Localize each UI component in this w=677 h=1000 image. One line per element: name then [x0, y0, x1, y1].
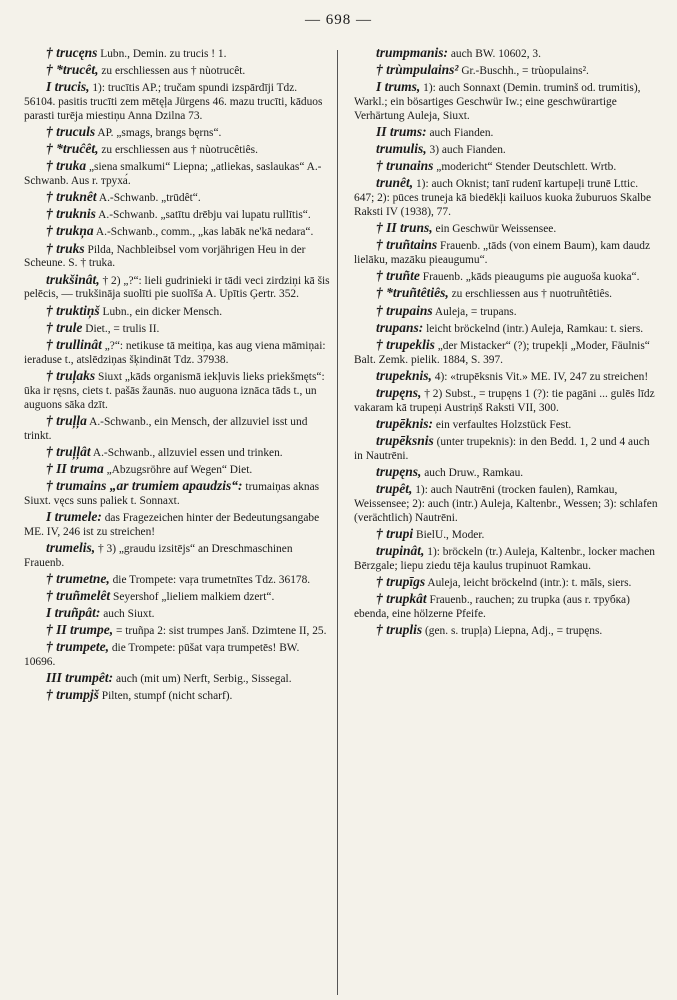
- dictionary-entry: [354, 482, 660, 526]
- dictionary-entry: [24, 462, 330, 478]
- entry-headword: † trule: [46, 319, 83, 335]
- entry-body: Pilten, stumpf (nicht scharf).: [98, 690, 233, 703]
- dictionary-entry: [354, 465, 660, 481]
- dictionary-entry: [354, 386, 660, 416]
- entry-headword: † II trumpe,: [46, 622, 114, 638]
- dictionary-entry: [24, 242, 330, 272]
- dictionary-entry: [354, 417, 660, 433]
- entry-body: = truñpa 2: sist trumpes Janš. Dzimtene II, 25.: [113, 625, 327, 638]
- dictionary-entry: [354, 221, 660, 237]
- entry-headword: † trumains „ar trumiem apaudzis“:: [46, 477, 243, 493]
- entry-headword: trumpmanis:: [376, 45, 449, 60]
- entry-body: auch Fianden.: [426, 127, 494, 140]
- entry-headword: † II truns,: [376, 220, 433, 236]
- right-column: [354, 46, 660, 640]
- entry-body: Gr.-Buschh., = trùopulains².: [458, 65, 589, 78]
- dictionary-entry: [354, 527, 660, 543]
- column-rule: [337, 50, 338, 995]
- entry-headword: † truñmelêt: [46, 587, 111, 603]
- entry-headword: † II truma: [46, 460, 104, 476]
- dictionary-entry: [24, 46, 330, 62]
- dictionary-entry: [24, 304, 330, 320]
- entry-headword: trumelis,: [46, 539, 96, 555]
- entry-headword: † truknêt: [46, 189, 97, 205]
- entry-headword: † *truĉêt,: [46, 141, 99, 157]
- dictionary-entry: [354, 575, 660, 591]
- entry-headword: trupēknis:: [376, 415, 434, 431]
- entry-headword: I trums,: [376, 79, 421, 95]
- entry-headword: † trullinât: [46, 336, 102, 352]
- entry-body: ein Geschwür Weissensee.: [432, 223, 557, 236]
- entry-headword: † trùmpulains²: [376, 62, 459, 78]
- dictionary-entry: [354, 46, 660, 62]
- entry-body: Siuxt „kāds organismā iekļuvis lieks priekšmęts“: ūka ir ręsns, ciets t. pašās žaunās. nuo auguona iznāca tāds t., un auguons sāka dzīt.: [24, 370, 325, 411]
- entry-headword: trupēksnis: [376, 432, 434, 448]
- entry-body: trumaiņas aknas Siuxt. vęcs suns paliek t. Sonnaxt.: [24, 480, 320, 507]
- dictionary-entry: [354, 125, 660, 141]
- entry-body: auch (mit um) Nerft, Serbig., Sissegal.: [113, 673, 292, 686]
- dictionary-entry: [354, 269, 660, 285]
- dictionary-entry: [24, 541, 330, 571]
- dictionary-entry: [24, 414, 330, 444]
- entry-body: † 2) Subst., = trupęns 1 (?): tie pagāni ... gulēs līdz vakaram kā trupeņi Austriņš Raksti VII, 300.: [354, 387, 655, 414]
- entry-body: Auleja, = trupans.: [432, 305, 517, 318]
- entry-body: Frauenb. „tāds (von einem Baum), kam daudz lielāku, mazāku pieaugumu“.: [354, 240, 651, 267]
- entry-headword: † truknis: [46, 206, 96, 222]
- dictionary-entry: [24, 479, 330, 509]
- entry-headword: trumulis,: [376, 141, 427, 157]
- dictionary-entry: [24, 142, 330, 158]
- dictionary-entry: [24, 510, 330, 540]
- entry-body: Auleja, leicht bröckelnd (intr.): t. māls, siers.: [425, 577, 632, 590]
- entry-headword: † trupains: [376, 302, 433, 318]
- entry-headword: trukšinât,: [46, 271, 100, 287]
- dictionary-entry: [354, 338, 660, 368]
- dictionary-entry: [354, 321, 660, 337]
- entry-body: die Trompete: pūšat vaŗa trumpetēs! BW. 10696.: [24, 642, 300, 669]
- dictionary-entry: [354, 434, 660, 464]
- entry-headword: trupans:: [376, 319, 424, 335]
- dictionary-entry: [354, 176, 660, 220]
- entry-body: (gen. s. trupļa) Liepna, Adj., = trupęns.: [422, 625, 603, 638]
- entry-body: † 3) „graudu izsitējs“ an Dreschmaschinen Frauenb.: [24, 542, 293, 569]
- entry-body: 1): auch Nautrēni (trocken faulen), Ramkau, Weissensee; 2): auch (intr.) Auleja, Kaltenbr., Wessen; 3): schlafen (verächtlich) Nautrēni.: [354, 484, 658, 524]
- entry-body: ein verfaultes Holzstück Fest.: [433, 418, 572, 431]
- entry-body: Frauenb. „kāds pieaugums pie auguoša kuoka“.: [419, 271, 640, 284]
- entry-headword: † trucęns: [46, 45, 98, 60]
- entry-headword: † *trucêt,: [46, 62, 99, 78]
- entry-body: das Fragezeichen hinter der Bedeutungsangabe ME. IV, 246 ist zu streichen!: [24, 511, 320, 538]
- dictionary-entry: [24, 273, 330, 303]
- entry-body: leicht bröckelnd (intr.) Auleja, Ramkau: t. siers.: [423, 322, 644, 335]
- entry-body: AP. „smags, brangs bęrns“.: [95, 127, 222, 140]
- entry-headword: † trunains: [376, 158, 434, 174]
- entry-body: 3) auch Fianden.: [426, 144, 506, 157]
- entry-headword: † trumetne,: [46, 570, 110, 586]
- dictionary-entry: [24, 445, 330, 461]
- dictionary-entry: [354, 286, 660, 302]
- dictionary-entry: [24, 159, 330, 189]
- entry-headword: † trupkât: [376, 591, 427, 607]
- entry-body: Pilda, Nachbleibsel vom vorjährigen Heu in der Scheune. S. † truka.: [24, 243, 306, 270]
- entry-headword: † truka: [46, 158, 87, 174]
- entry-body: zu erschliessen aus † nuotruñtêtiês.: [448, 288, 612, 301]
- dictionary-entry: [24, 369, 330, 413]
- entry-headword: † truktiņš: [46, 302, 100, 318]
- entry-body: A.-Schwanb. „trūdêt“.: [96, 192, 201, 205]
- dictionary-entry: [354, 159, 660, 175]
- entry-body: 1): trucītis AP.; tručam spundi izspārdīji Tdz. 56104. pasitis trucīti zem mētęļa Jürgens 46. mazu trucīti, kāduos parasti turēja miestiņu Anna Dzilna 73.: [24, 82, 323, 122]
- entry-headword: † truplis: [376, 622, 423, 638]
- entry-headword: † truñte: [376, 268, 420, 284]
- dictionary-entry: [354, 623, 660, 639]
- dictionary-entry: [354, 592, 660, 622]
- dictionary-entry: [24, 224, 330, 240]
- dictionary-entry: [24, 572, 330, 588]
- dictionary-entry: [24, 640, 330, 670]
- dictionary-entry: [24, 671, 330, 687]
- dictionary-entry: [24, 688, 330, 704]
- entry-headword: † trumpjš: [46, 687, 99, 703]
- dictionary-entry: [24, 606, 330, 622]
- entry-body: auch BW. 10602, 3.: [448, 48, 541, 60]
- entry-body: auch Siuxt.: [100, 608, 155, 621]
- dictionary-entry: [24, 190, 330, 206]
- entry-body: Frauenb., rauchen; zu trupka (aus r. трубка) ebenda, eine hölzerne Pfeife.: [354, 594, 630, 621]
- entry-headword: trupêt,: [376, 481, 413, 497]
- entry-body: „?“: netikuse tā meitiņa, kas aug viena māmiņai: ieraduse t., atslēdziņas šķindināt Tdz. 37938.: [24, 339, 326, 366]
- entry-body: (unter trupeknis): in den Bedd. 1, 2 und 4 auch in Nautrēni.: [354, 435, 650, 462]
- dictionary-entry: [24, 63, 330, 79]
- dictionary-entry: [24, 80, 330, 124]
- dictionary-entry: [354, 544, 660, 574]
- page-number: — 698 —: [305, 12, 372, 28]
- entry-headword: † truļļa: [46, 412, 87, 428]
- entry-headword: II trums:: [376, 124, 427, 140]
- entry-body: „siena smalkumi“ Liepna; „atliekas, saslaukas“ A.-Schwanb. Aus r. труха́.: [24, 161, 322, 188]
- left-column: [24, 46, 330, 705]
- dictionary-entry: [354, 63, 660, 79]
- entry-headword: trupęns,: [376, 384, 422, 400]
- entry-body: „der Mistacker“ (?); trupekļi „Moder, Fäulnis“ Balt. Zemk. pielik. 1884, S. 397.: [354, 339, 650, 366]
- entry-body: A.-Schwanb., comm., „kas labāk ne'kā nedara“.: [93, 226, 314, 239]
- dictionary-entry: [24, 321, 330, 337]
- dictionary-entry: [24, 207, 330, 223]
- entry-body: 1): bröckeln (tr.) Auleja, Kaltenbr., locker machen Bērzgale; liepu ziedu tēja kaulus trupinuot Ramkau.: [354, 546, 655, 572]
- dictionary-entry: [24, 623, 330, 639]
- entry-headword: III trumpêt:: [46, 670, 114, 686]
- entry-body: die Trompete: vaŗa trumetnītes Tdz. 36178.: [109, 573, 311, 586]
- entry-headword: trupeknis,: [376, 367, 432, 383]
- entry-headword: I trucis,: [46, 79, 90, 95]
- entry-body: † 2) „?“: lieli gudrinieki ir tādi veci zirdziņi kā šis pelēcis, — trukšināja suolīti pie suolīša A. Upītis Ģertr. 352.: [24, 274, 330, 301]
- dictionary-entry: [354, 369, 660, 385]
- entry-body: BielU., Moder.: [413, 528, 485, 541]
- dictionary-entry: [24, 338, 330, 368]
- dictionary-entry: [354, 142, 660, 158]
- dictionary-entry: [354, 80, 660, 124]
- entry-body: Seyershof „lieliem malkiem dzert“.: [110, 590, 275, 603]
- entry-headword: † trumpete,: [46, 639, 109, 655]
- entry-headword: I trumele:: [46, 508, 102, 524]
- entry-headword: † trupīgs: [376, 574, 426, 590]
- entry-body: auch Druw., Ramkau.: [421, 466, 524, 479]
- entry-headword: I truñpât:: [46, 605, 101, 621]
- entry-body: A.-Schwanb., ein Mensch, der allzuviel isst und trinkt.: [24, 415, 308, 442]
- entry-body: 1): auch Sonnaxt (Demin. truminš od. trumitis), Warkl.; ein bösartiges Geschwür Iw.; eine geschwürartige Verhärtung Auleja, Siuxt.: [354, 82, 641, 122]
- entry-body: Lubn., Demin. zu trucis ! 1.: [97, 48, 227, 60]
- dictionary-entry: [24, 125, 330, 141]
- entry-body: A.-Schwanb., allzuviel essen und trinken.: [90, 446, 283, 459]
- entry-body: zu erschliessen aus † nùotrucêtiês.: [98, 144, 258, 157]
- entry-headword: † trupeklis: [376, 336, 435, 352]
- entry-body: „Abzugsröhre auf Wegen“ Diet.: [103, 463, 253, 476]
- entry-headword: trunêt,: [376, 175, 414, 191]
- entry-body: zu erschliessen aus † nùotrucêt.: [98, 65, 246, 78]
- entry-headword: † trupi: [376, 525, 414, 541]
- entry-headword: trupęns,: [376, 463, 422, 479]
- entry-body: „modericht“ Stender Deutschlett. Wrtb.: [433, 161, 617, 174]
- dictionary-entry: [354, 304, 660, 320]
- entry-headword: † *truñtêtiês,: [376, 285, 449, 301]
- entry-body: A.-Schwanb. „satītu drēbju vai lupatu rullītis“.: [95, 209, 311, 222]
- dictionary-entry: [24, 589, 330, 605]
- entry-body: 1): auch Oknist; tanī rudenī kartupeļi trunē Lttic. 647; 2): pūces truneja kā biedēkļi kailuos kuoka žuburuos Skalbe Raksti IV (1938), 77.: [354, 178, 652, 219]
- entry-headword: † truks: [46, 240, 85, 256]
- entry-body: Lubn., ein dicker Mensch.: [99, 305, 223, 318]
- entry-headword: † truñtains: [376, 237, 438, 253]
- entry-headword: † truļaks: [46, 367, 96, 383]
- entry-headword: † truculs: [46, 124, 96, 140]
- entry-headword: † truļļât: [46, 443, 91, 459]
- entry-body: Diet., = trulis II.: [82, 322, 160, 335]
- entry-headword: † trukņa: [46, 223, 94, 239]
- entry-body: 4): «trupēksnis Vit.» ME. IV, 247 zu streichen!: [431, 370, 649, 383]
- entry-headword: trupinât,: [376, 543, 425, 559]
- dictionary-entry: [354, 238, 660, 268]
